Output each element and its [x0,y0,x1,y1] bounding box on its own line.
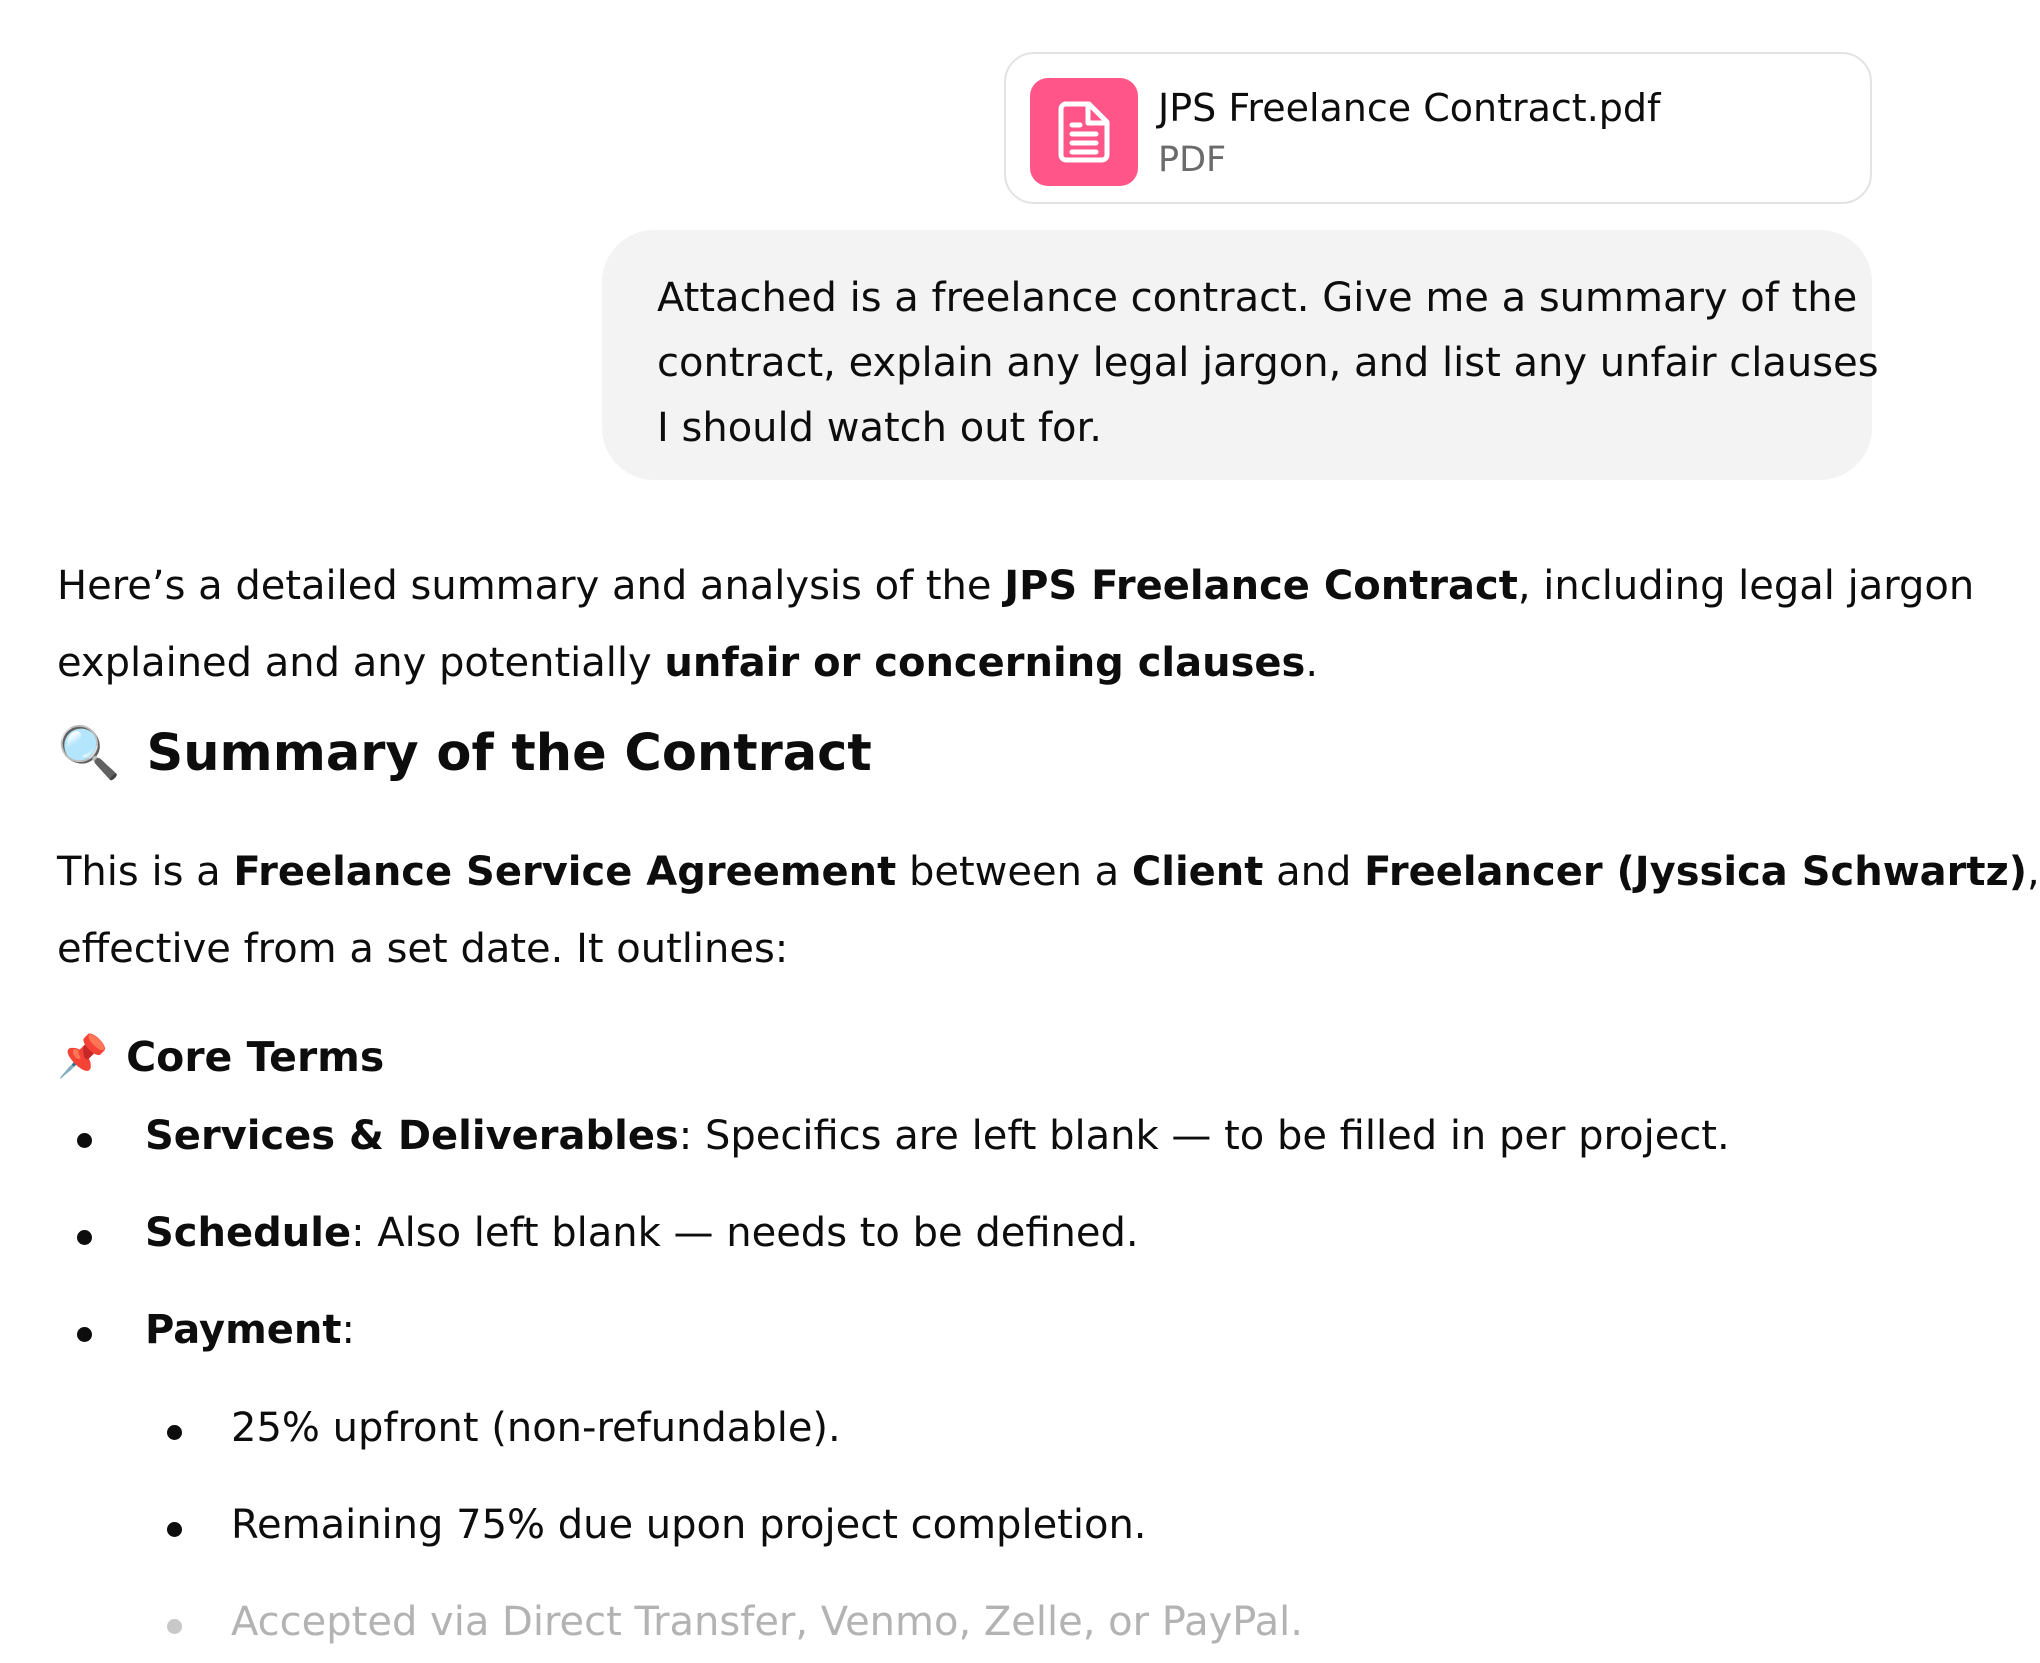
pushpin-icon: 📌 [57,1032,109,1080]
list-item-text: : [341,1307,355,1353]
intro-text: explained and any potentially [57,640,665,686]
list-item [145,1210,1139,1256]
list-item-label: Payment [145,1307,342,1353]
magnifying-glass-icon: 🔍 [57,724,121,783]
summary-text: between a [896,849,1132,895]
payment-item-text: Accepted via Direct Transfer, Venmo, Zelle, or PayPal. [231,1599,1303,1645]
list-item-label: Schedule [145,1210,352,1256]
payment-list-item [231,1599,1303,1645]
user-message-line: Attached is a freelance contract. Give me a summary of the [657,275,1858,321]
summary-paragraph [57,834,2040,988]
user-message-bubble [602,230,1879,480]
bullet-icon [167,1425,182,1440]
attachment-file-name: JPS Freelance Contract.pdf [1158,86,1661,130]
payment-list-item [231,1502,1147,1548]
intro-text: . [1305,640,1319,686]
bullet-icon [167,1619,182,1634]
intro-bold-contract: JPS Freelance Contract [1004,563,1518,609]
payment-item-text: Remaining 75% due upon project completion. [231,1502,1147,1548]
summary-text: , [2027,849,2040,895]
summary-heading-text: Summary of the Contract [146,724,872,783]
user-message-line: I should watch out for. [657,405,1102,451]
attachment-card[interactable] [1004,52,1872,204]
intro-text: , including legal jargon [1517,563,1975,609]
core-terms-heading-text: Core Terms [126,1032,385,1081]
user-message-line: contract, explain any legal jargon, and list any unfair clauses [657,340,1879,386]
bullet-icon [167,1522,182,1537]
summary-bold-client: Client [1131,849,1264,895]
reply-intro [57,548,1974,702]
payment-item-text: 25% upfront (non-refundable). [231,1405,841,1451]
list-item [145,1113,1730,1159]
summary-text: This is a [57,849,234,895]
list-item-label: Services & Deliverables [145,1113,679,1159]
bullet-icon [77,1327,92,1342]
attachment-file-type: PDF [1158,140,1227,180]
bullet-icon [77,1133,92,1148]
summary-bold-freelancer: Freelancer (Jyssica Schwartz) [1364,849,2028,895]
list-item-text: : Specifics are left blank — to be filled in per project. [678,1113,1730,1159]
payment-list-item [231,1405,841,1451]
list-item-text: : Also left blank — needs to be defined. [351,1210,1139,1256]
document-icon [1030,78,1138,186]
intro-text: Here’s a detailed summary and analysis of the [57,563,1005,609]
summary-heading [57,724,872,783]
list-item [145,1307,355,1353]
bullet-icon [77,1230,92,1245]
intro-bold-clauses: unfair or concerning clauses [664,640,1306,686]
summary-text: and [1263,849,1365,895]
core-terms-heading [57,1032,384,1081]
summary-text: effective from a set date. It outlines: [57,926,789,972]
summary-bold-agreement: Freelance Service Agreement [233,849,897,895]
